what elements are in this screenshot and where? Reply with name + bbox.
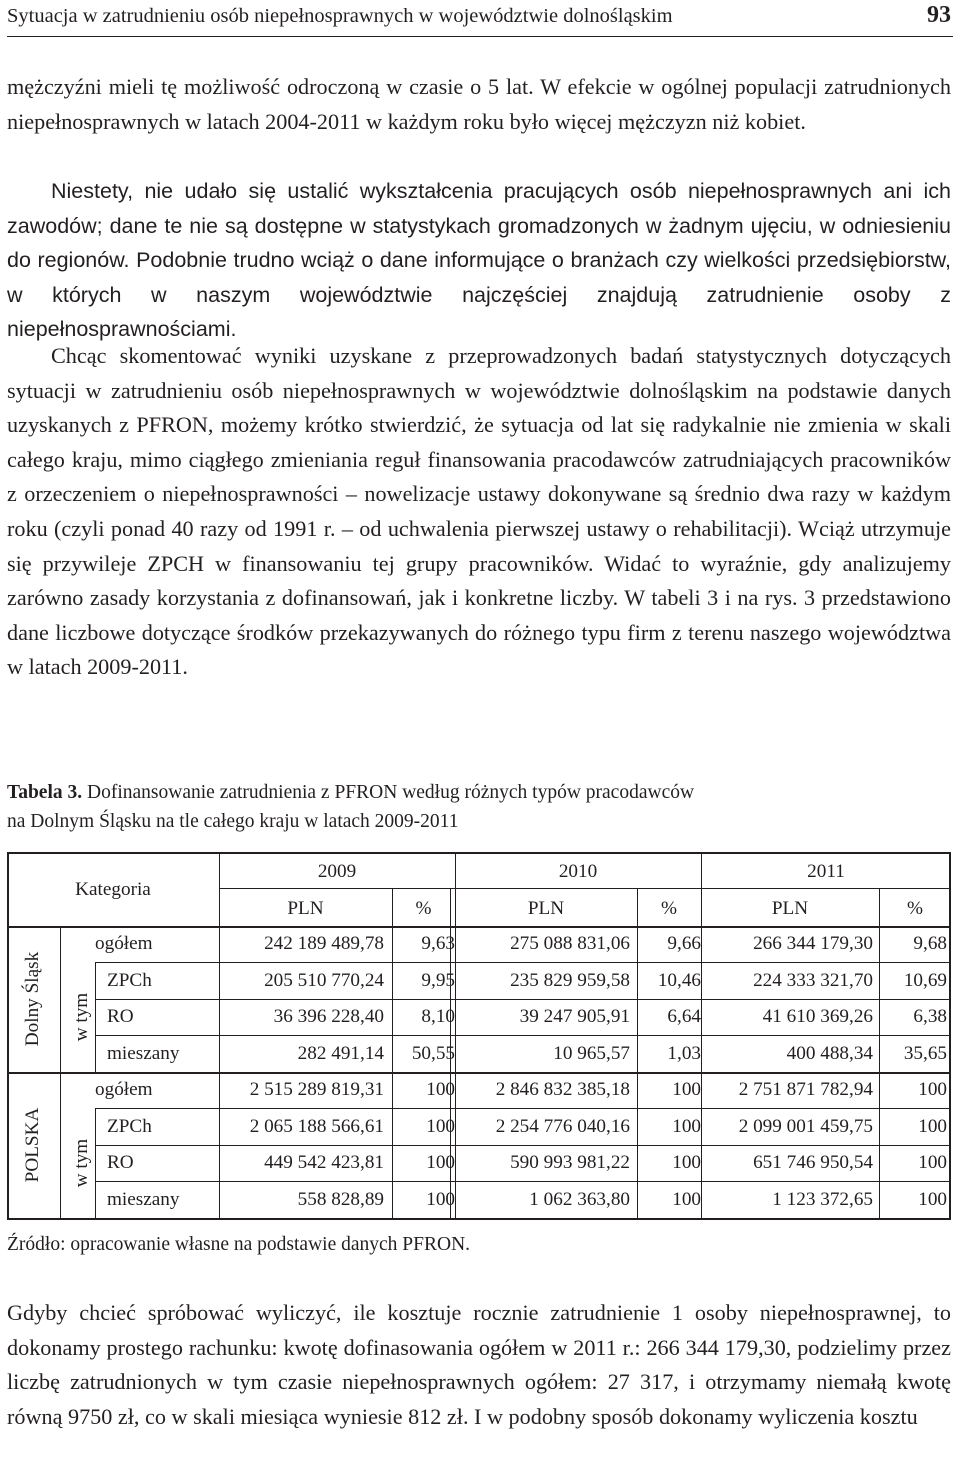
table-caption-text-1: Dofinansowanie zatrudnienia z PFRON według różnych typów pracodawców bbox=[87, 782, 695, 803]
table-cell: 36 396 228,40 bbox=[273, 1006, 384, 1027]
table-cell: 590 993 981,22 bbox=[510, 1152, 630, 1173]
row-label: RO bbox=[107, 1152, 134, 1173]
table-cell: 205 510 770,24 bbox=[264, 970, 384, 991]
table-cell: 10 965,57 bbox=[553, 1043, 630, 1064]
w-tym-polska: w tym bbox=[71, 1138, 92, 1188]
table-cell: 6,38 bbox=[913, 1006, 947, 1027]
table-cell: 266 344 179,30 bbox=[753, 933, 873, 954]
table-cell: 10,69 bbox=[903, 970, 947, 991]
table-cell: 100 bbox=[426, 1189, 455, 1210]
header-year-2011: 2011 bbox=[807, 861, 845, 882]
table-cell: 651 746 950,54 bbox=[753, 1152, 873, 1173]
table-cell: 400 488,34 bbox=[786, 1043, 873, 1064]
paragraph-2: Niestety, nie udało się ustalić wykształcenia pracujących osób niepełnosprawnych ani ich zawodów; dane te nie są dostępne w statystykach gromadzonych w żadnym ujęciu, w odniesieniu do regionów. Podobnie trudno wciąż o dane informujące o branżach czy wielkości przedsiębiorstw, w których w naszym województwie najczęściej znajdują zatrudnienie osoby z niepełnosprawnościami. bbox=[7, 179, 951, 342]
header-pln-2010: PLN bbox=[527, 898, 565, 919]
header-pln-2009: PLN bbox=[287, 898, 324, 919]
row-label: ogółem bbox=[95, 1079, 153, 1100]
table-source: Źródło: opracowanie własne na podstawie danych PFRON. bbox=[7, 1234, 471, 1255]
header-kategoria: Kategoria bbox=[75, 879, 151, 900]
table-cell: 100 bbox=[918, 1116, 947, 1137]
table-cell: 100 bbox=[426, 1079, 455, 1100]
table-cell: 1 062 363,80 bbox=[529, 1189, 630, 1210]
table-cell: 10,46 bbox=[657, 970, 701, 991]
table-cell: 2 099 001 459,75 bbox=[738, 1116, 873, 1137]
table-cell: 100 bbox=[672, 1152, 701, 1173]
table-cell: 9,95 bbox=[421, 970, 455, 991]
header-pct-2010: % bbox=[661, 898, 677, 919]
w-tym-dolny: w tym bbox=[71, 992, 92, 1042]
table-cell: 2 846 832 385,18 bbox=[495, 1079, 630, 1100]
table-cell: 235 829 959,58 bbox=[510, 970, 630, 991]
table-cell: 224 333 321,70 bbox=[753, 970, 873, 991]
table-cell: 8,10 bbox=[421, 1006, 455, 1027]
table-cell: 100 bbox=[672, 1116, 701, 1137]
row-label: ZPCh bbox=[107, 1116, 152, 1137]
table-cell: 100 bbox=[672, 1189, 701, 1210]
table-cell: 2 254 776 040,16 bbox=[495, 1116, 630, 1137]
table-cell: 100 bbox=[426, 1152, 455, 1173]
region-dolny-slask: Dolny Śląsk bbox=[22, 951, 43, 1047]
paragraph-3: Chcąc skomentować wyniki uzyskane z przeprowadzonych badań statystycznych dotyczących sytuacji w zatrudnieniu osób niepełnosprawnych w województwie dolnośląskim na podstawie danych uzyskanych z PFRON, możemy krótko stwierdzić, że sytuacja od lat się radykalnie nie zmienia w skali całego kraju, mimo ciągłego zmieniania reguł finansowania pracodawców zatrudniających pracowników z orzeczeniem o niepełnosprawności – nowelizacje ustawy dokonywane są średnio dwa razy w każdym roku (czyli ponad 40 razy od 1991 r. – od uchwalenia pierwszej ustawy o rehabilitacji). Wciąż utrzymuje się przywileje ZPCH w finansowaniu tej grupy pracowników. Widać to wyraźnie, gdy analizujemy zarówno zasady korzystania z dofinansowań, jak i konkretne liczby. W tabeli 3 i na rys. 3 przedstawiono dane liczbowe dotyczące środków przekazywanych do różnego typu firm z terenu naszego województwa w latach 2009-2011. bbox=[7, 343, 951, 680]
table-cell: 100 bbox=[918, 1152, 947, 1173]
table-cell: 100 bbox=[918, 1189, 947, 1210]
table-cell: 35,65 bbox=[903, 1043, 947, 1064]
table-cell: 2 751 871 782,94 bbox=[738, 1079, 873, 1100]
page-header bbox=[7, 0, 953, 37]
row-label: RO bbox=[107, 1006, 134, 1027]
running-title: Sytuacja w zatrudnieniu osób niepełnosprawnych w województwie dolnośląskim bbox=[7, 5, 673, 27]
table-cell: 50,55 bbox=[411, 1043, 455, 1064]
table-cell: 2 515 289 819,31 bbox=[249, 1079, 384, 1100]
table-cell: 558 828,89 bbox=[297, 1189, 384, 1210]
header-pct-2011: % bbox=[907, 898, 923, 919]
table-cell: 39 247 905,91 bbox=[519, 1006, 630, 1027]
table-cell: 282 491,14 bbox=[297, 1043, 384, 1064]
table-caption bbox=[7, 778, 847, 836]
header-pln-2011: PLN bbox=[771, 898, 809, 919]
data-table bbox=[7, 852, 951, 1218]
region-polska: POLSKA bbox=[22, 1107, 43, 1183]
table-cell: 275 088 831,06 bbox=[510, 933, 630, 954]
table-cell: 100 bbox=[918, 1079, 947, 1100]
row-label: ZPCh bbox=[107, 970, 152, 991]
table-cell: 242 189 489,78 bbox=[264, 933, 384, 954]
row-label: mieszany bbox=[107, 1189, 180, 1210]
table-cell: 1,03 bbox=[667, 1043, 701, 1064]
table-caption-text-2: na Dolnym Śląsku na tle całego kraju w latach 2009-2011 bbox=[7, 811, 459, 832]
row-label: mieszany bbox=[107, 1043, 180, 1064]
table-cell: 9,68 bbox=[913, 933, 947, 954]
table-cell: 9,63 bbox=[421, 933, 455, 954]
table-cell: 100 bbox=[426, 1116, 455, 1137]
table-caption-label: Tabela 3. bbox=[7, 782, 83, 803]
table-cell: 1 123 372,65 bbox=[772, 1189, 873, 1210]
paragraph-4: Gdyby chcieć spróbować wyliczyć, ile kosztuje rocznie zatrudnienie 1 osoby niepełnosprawnej, to dokonamy prostego rachunku: kwotę dofinasowania ogółem w 2011 r.: 266 344 179,30, podzielimy przez liczbę zatrudnionych w tym czasie niepełnosprawnych ogółem: 27 317, i otrzymamy niemałą kwotę równą 9750 zł, co w skali miesiąca wyniesie 812 zł. I w podobny sposób dokonamy wyliczenia kosztu bbox=[7, 1300, 951, 1429]
header-year-2010: 2010 bbox=[558, 861, 598, 882]
table-cell: 100 bbox=[672, 1079, 701, 1100]
table-cell: 449 542 423,81 bbox=[264, 1152, 384, 1173]
table-cell: 6,64 bbox=[667, 1006, 701, 1027]
header-pct-2009: % bbox=[415, 898, 432, 919]
table-cell: 9,66 bbox=[667, 933, 701, 954]
table-cell: 2 065 188 566,61 bbox=[249, 1116, 384, 1137]
row-label: ogółem bbox=[95, 933, 153, 954]
header-year-2009: 2009 bbox=[317, 861, 357, 882]
paragraph-1: mężczyźni mieli tę możliwość odroczoną w czasie o 5 lat. W efekcie w ogólnej populacji zatrudnionych niepełnosprawnych w latach 2004-2011 w każdym roku było więcej mężczyzn niż kobiet. bbox=[7, 74, 951, 134]
page-number: 93 bbox=[927, 2, 951, 28]
table-cell: 41 610 369,26 bbox=[762, 1006, 873, 1027]
